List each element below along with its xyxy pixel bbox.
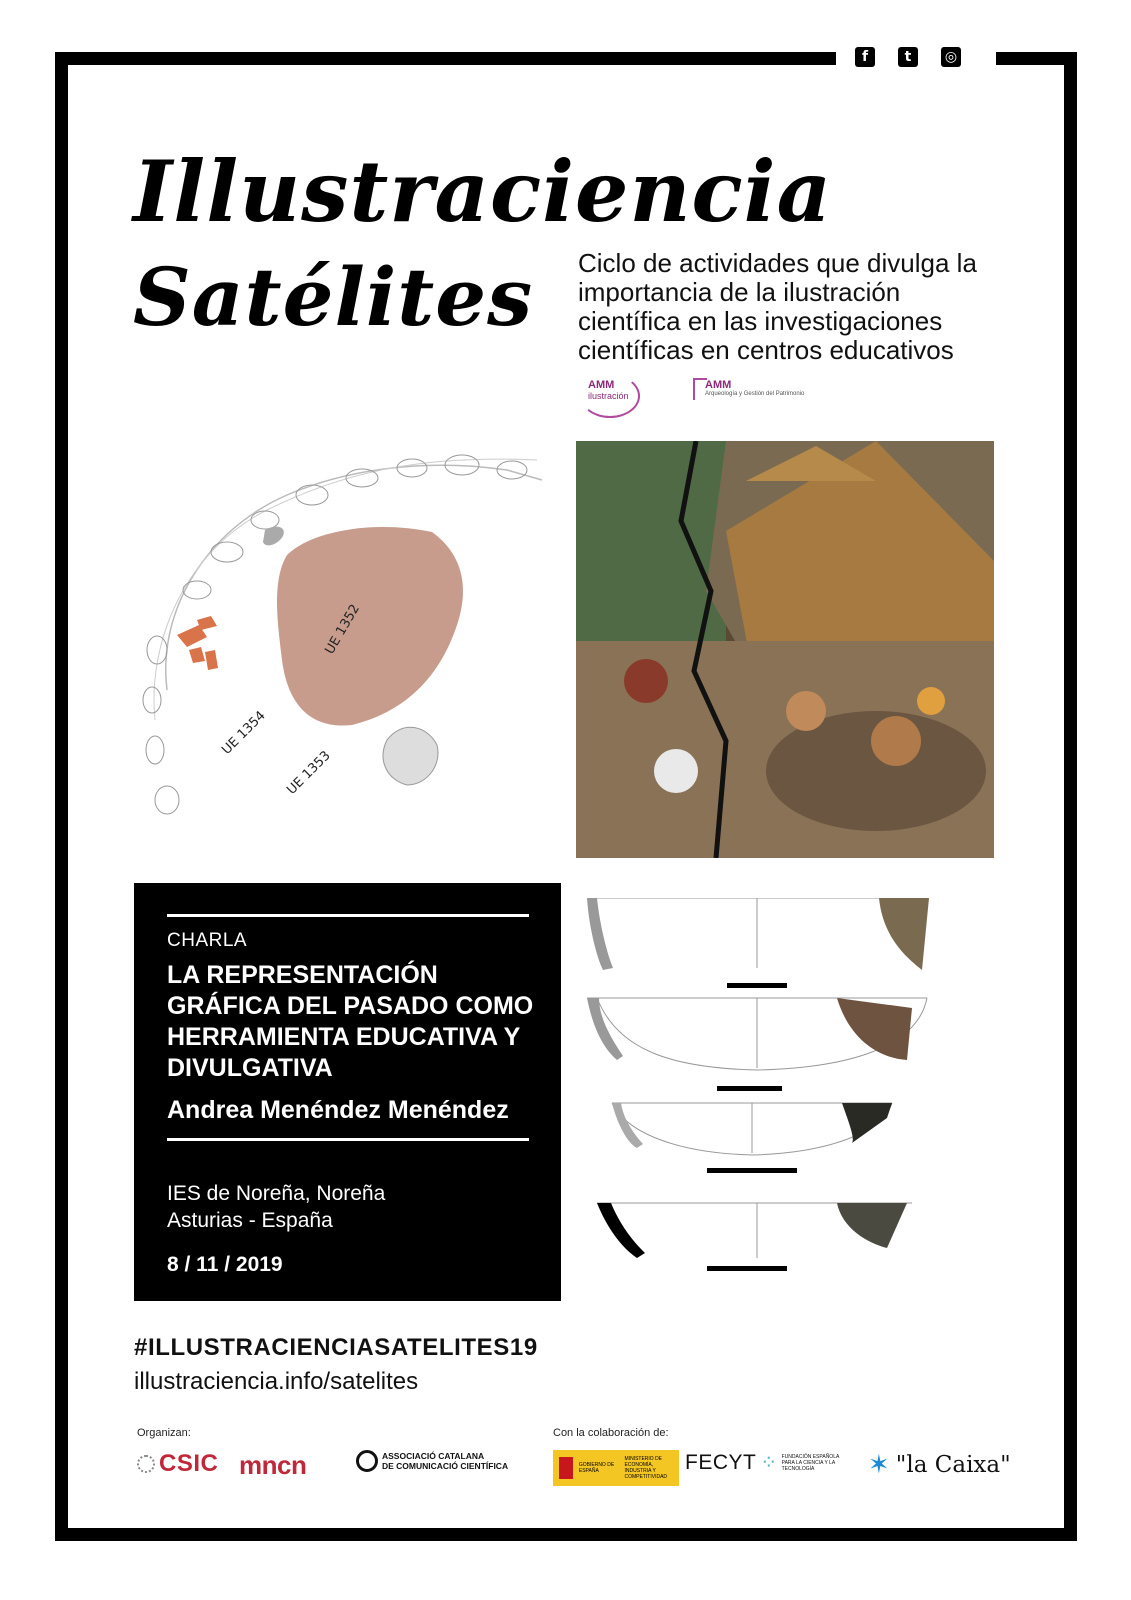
poster-title-line2: Satélites	[133, 250, 534, 344]
amm-ilustracion-logo	[588, 380, 629, 402]
box-divider-bottom	[167, 1138, 529, 1141]
accc-circle-icon	[356, 1450, 378, 1472]
amm-logo1-main: AMM	[588, 379, 615, 391]
fecyt-dots-icon: ⁘	[760, 1452, 778, 1474]
venue-line1: IES de Noreña, Noreña	[167, 1182, 386, 1205]
plan-label-1353: UE 1353	[284, 748, 334, 798]
amm-logo1-sub: ilustración	[588, 391, 629, 401]
la-caixa-logo	[868, 1450, 1011, 1480]
plan-label-1352: UE 1352	[322, 601, 363, 657]
plan-label-1354: UE 1354	[219, 708, 269, 758]
fecyt-subtext: FUNDACIÓN ESPAÑOLA PARA LA CIENCIA Y LA TECNOLOGÍA	[781, 1453, 840, 1472]
amm-logo2-sub: Arqueología y Gestión del Patrimonio	[705, 391, 805, 397]
instagram-icon[interactable]: ◎	[941, 47, 961, 67]
twitter-icon[interactable]: t	[898, 47, 918, 67]
amm-logo2-main: AMM	[705, 379, 732, 391]
amm-arc-shape	[580, 374, 640, 418]
collaborators-label: Con la colaboración de:	[553, 1427, 669, 1439]
csic-text: CSIC	[159, 1450, 219, 1477]
fecyt-logo	[685, 1450, 842, 1475]
archaeology-scene-illustration	[576, 441, 994, 858]
event-venue	[167, 1180, 385, 1234]
accc-line2: DE COMUNICACIÓ CIENTÍFICA	[382, 1461, 509, 1471]
gobierno-text: GOBIERNO DE ESPAÑA	[578, 1462, 615, 1474]
mncn-text: mncn	[239, 1450, 307, 1480]
event-author: Andrea Menéndez Menéndez	[167, 1096, 509, 1124]
pottery-profiles-drawing	[587, 898, 957, 1298]
website-link[interactable]: illustraciencia.info/satelites	[134, 1368, 419, 1395]
tagline: Ciclo de actividades que divulga la importancia de la ilustración científica en las investigaciones científicas en centros educativos	[578, 248, 977, 365]
caixa-text: "la Caixa"	[895, 1452, 1011, 1478]
event-title: LA REPRESENTACIÓN GRÁFICA DEL PASADO COMO HERRAMIENTA EDUCATIVA Y DIVULGATIVA	[167, 961, 534, 1082]
event-kicker: CHARLA	[167, 930, 248, 951]
event-info-box	[134, 883, 561, 1301]
ministerio-text: MINISTERIO DE ECONOMÍA, INDUSTRIA Y COMPETITIVIDAD	[624, 1456, 668, 1480]
event-date: 8 / 11 / 2019	[167, 1253, 283, 1276]
facebook-icon[interactable]: f	[855, 47, 875, 67]
mncn-logo	[239, 1450, 306, 1481]
csic-mark-icon	[137, 1455, 155, 1473]
accc-line1: ASSOCIACIÓ CATALANA	[382, 1451, 485, 1461]
organizers-label: Organizan:	[137, 1427, 191, 1439]
spain-shield-icon	[559, 1457, 573, 1479]
amm-castle-shape	[693, 378, 707, 400]
amm-arqueologia-logo	[705, 380, 804, 398]
hashtag: #ILLUSTRACIENCIASATELITES19	[134, 1334, 538, 1361]
excavation-plan-image	[137, 440, 547, 855]
venue-line2: Asturias - España	[167, 1209, 333, 1232]
accc-logo	[356, 1450, 508, 1472]
gobierno-espana-logo	[553, 1450, 679, 1486]
fecyt-text: FECYT	[685, 1450, 757, 1474]
box-divider-top	[167, 914, 529, 917]
csic-logo	[137, 1450, 218, 1478]
caixa-star-icon: ✶	[868, 1450, 890, 1480]
social-links	[855, 47, 961, 67]
poster-title-line1: Illustraciencia	[133, 142, 833, 241]
